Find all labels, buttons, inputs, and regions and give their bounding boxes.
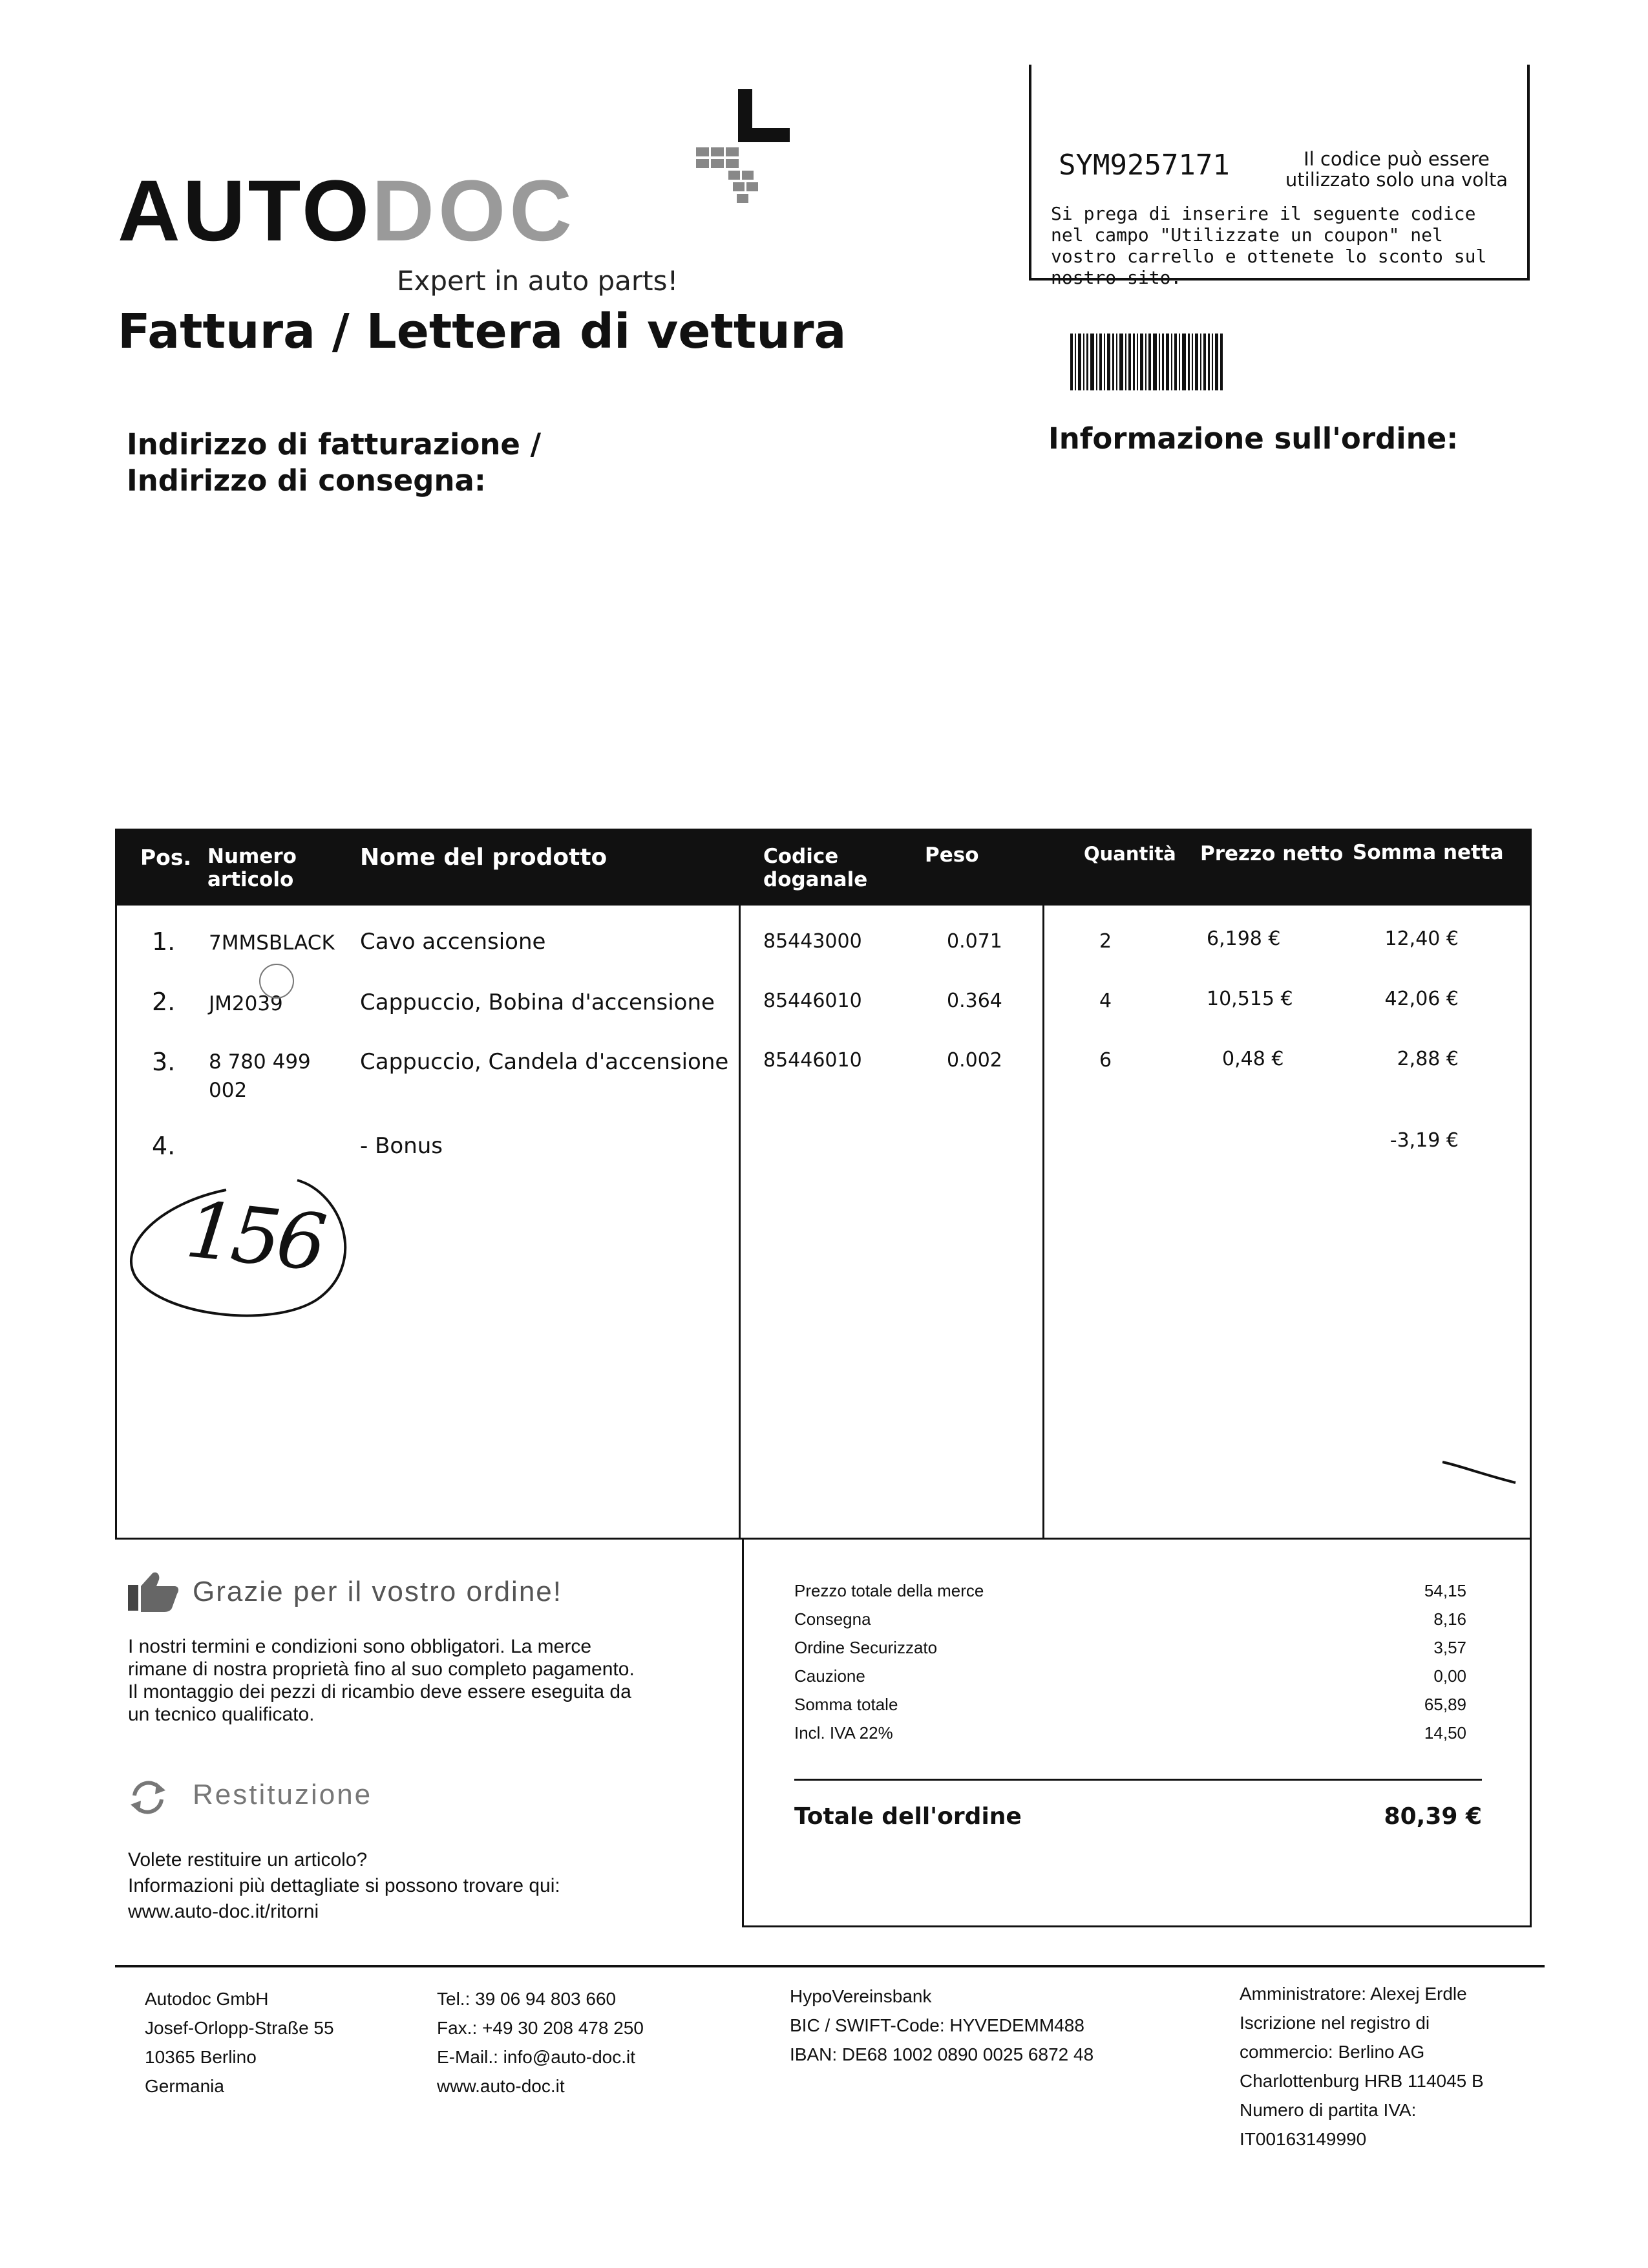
total-row: Ordine Securizzato 3,57 <box>794 1638 1466 1657</box>
row3-article: 8 780 499 002 <box>209 1050 311 1102</box>
row1-net-sum: 12,40 € <box>1384 927 1459 950</box>
header-weight: Peso <box>925 843 979 867</box>
table-header <box>117 831 1530 906</box>
row2-quantity: 4 <box>1099 990 1112 1012</box>
thumbs-up-icon <box>127 1571 180 1613</box>
document-title: Fattura / Lettera di vettura <box>118 304 847 359</box>
pen-stroke <box>1441 1454 1519 1493</box>
row2-product: Cappuccio, Bobina d'accensione <box>360 990 715 1015</box>
returns-link[interactable]: www.auto-doc.it/ritorni <box>128 1901 319 1922</box>
row1-pos: 1. <box>152 927 176 956</box>
row2-article: JM2039 <box>209 992 283 1015</box>
row2-weight: 0.364 <box>947 990 1002 1012</box>
row3-product: Cappuccio, Candela d'accensione <box>360 1049 729 1075</box>
header-pos: Pos. <box>140 845 192 870</box>
footer-divider <box>115 1965 1545 1967</box>
footer-company: Autodoc GmbH Josef-Orlopp-Straße 55 10365 Berlino Germania <box>145 1989 334 2096</box>
row1-article: 7MMSBLACK <box>209 931 335 955</box>
totals-box: Prezzo totale della merce 54,15 Consegna 8,16 Ordine Securizzato 3,57 Cauzione 0,00 Somma totale 65,89 Incl. IVA 22% 14,50 Totale dell'ordine 80,39 € <box>742 1540 1532 1927</box>
totals-divider <box>794 1779 1482 1781</box>
row2-pos: 2. <box>152 988 176 1016</box>
row1-weight: 0.071 <box>947 930 1002 953</box>
header-product: Nome del prodotto <box>360 844 607 871</box>
total-row: Somma totale 65,89 <box>794 1695 1466 1714</box>
header-customs: Codice doganale <box>763 845 868 891</box>
row4-pos: 4. <box>152 1132 176 1160</box>
header-net-price: Prezzo netto <box>1200 842 1344 865</box>
row3-net-price: 0,48 € <box>1222 1048 1284 1070</box>
returns-title: Restituzione <box>193 1779 373 1810</box>
column-divider <box>1042 906 1044 1538</box>
total-row: Cauzione 0,00 <box>794 1666 1466 1686</box>
coupon-note: Il codice può essere utilizzato solo una volta <box>1285 148 1508 191</box>
coupon-box <box>1029 65 1530 288</box>
thanks-text: I nostri termini e condizioni sono obbligatori. La merce rimane di nostra proprietà fino al suo completo pagamento. Il montaggio dei pezzi di ricambio deve essere eseguita da un tecnico qualificato. <box>128 1636 635 1725</box>
total-row: Prezzo totale della merce 54,15 <box>794 1581 1466 1600</box>
row3-quantity: 6 <box>1099 1049 1112 1072</box>
coupon-code: SYM9257171 <box>1059 149 1230 182</box>
barcode-icon <box>1070 334 1223 390</box>
row4-net-sum: -3,19 € <box>1389 1129 1459 1152</box>
row3-customs: 85446010 <box>763 1049 862 1072</box>
circle-mark <box>257 962 296 1001</box>
footer-contact: Tel.: 39 06 94 803 660 Fax.: +49 30 208 478 250 E-Mail.: info@auto-doc.it www.auto-doc.it <box>437 1989 644 2096</box>
thanks-title: Grazie per il vostro ordine! <box>193 1576 562 1607</box>
billing-address-label: Indirizzo di fatturazione / Indirizzo di consegna: <box>127 427 542 498</box>
total-row: Incl. IVA 22% 14,50 <box>794 1723 1466 1743</box>
row3-net-sum: 2,88 € <box>1397 1048 1459 1070</box>
footer-admin: Amministratore: Alexej Erdle Iscrizione nel registro di commercio: Berlino AG Charlottenburg HRB 114045 B Numero di partita IVA: IT00163149990 <box>1240 1984 1484 2149</box>
row3-pos: 3. <box>152 1048 176 1076</box>
header-article: Numero articolo <box>207 845 297 891</box>
row3-weight: 0.002 <box>947 1049 1002 1072</box>
row4-product: - Bonus <box>360 1133 443 1159</box>
total-row: Consegna 8,16 <box>794 1609 1466 1629</box>
autodoc-logo <box>118 78 699 297</box>
order-info-label: Informazione sull'ordine: <box>1048 421 1459 456</box>
row2-net-sum: 42,06 € <box>1384 988 1459 1010</box>
logo-wordmark: AUTODOC <box>118 163 576 259</box>
column-divider <box>739 906 741 1538</box>
return-arrows-icon <box>128 1777 168 1818</box>
row1-quantity: 2 <box>1099 930 1112 953</box>
row2-customs: 85446010 <box>763 990 862 1012</box>
header-quantity: Quantità <box>1084 843 1176 865</box>
logo-arrow-icon <box>583 83 816 244</box>
row1-product: Cavo accensione <box>360 929 546 955</box>
tagline: Expert in auto parts! <box>397 265 679 297</box>
header-net-sum: Somma netta <box>1353 841 1504 864</box>
coupon-description: Si prega di inserire il seguente codice nel campo "Utilizzate un coupon" nel vostro carrello e ottenete lo sconto sul nostro sito. <box>1051 203 1487 288</box>
row1-customs: 85443000 <box>763 930 862 953</box>
returns-text: Volete restituire un articolo? Informazioni più dettagliate si possono trovare qui: www.auto-doc.it/ritorni <box>128 1847 710 1925</box>
footer-bank: HypoVereinsbank BIC / SWIFT-Code: HYVEDEMM488 IBAN: DE68 1002 0890 0025 6872 48 <box>790 1986 1094 2064</box>
row1-net-price: 6,198 € <box>1207 927 1281 950</box>
row2-net-price: 10,515 € <box>1207 988 1293 1010</box>
handwritten-note: 156 <box>123 1167 368 1322</box>
